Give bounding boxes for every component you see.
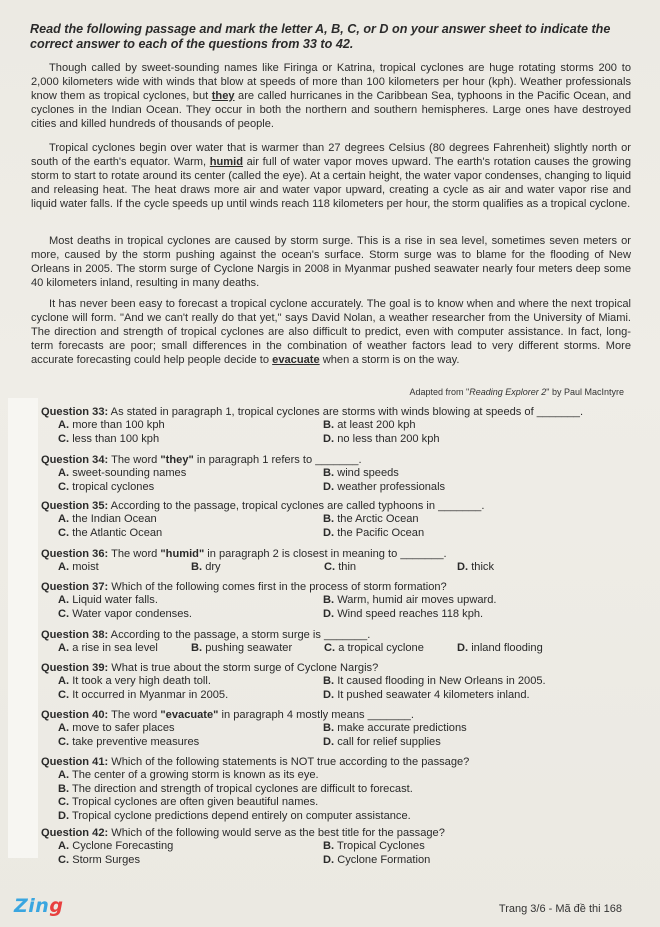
- answer-option-d[interactable]: [457, 642, 590, 655]
- p2-text-a: Tropical cyclones begin over water that is warmer than 27 degrees Celsius (80 degrees Fahrenheit) slightly north or south of the earth's equator. Warm,: [31, 142, 631, 168]
- option-text: It took a very high death toll.: [72, 675, 211, 688]
- option-letter: B.: [323, 675, 335, 688]
- answer-option-a[interactable]: [58, 642, 191, 655]
- answer-option-b[interactable]: [58, 783, 618, 796]
- option-letter: A.: [58, 840, 70, 853]
- question-text: in paragraph 2 is closest in meaning to _______.: [204, 548, 447, 560]
- question-33: [41, 406, 631, 446]
- option-text: thick: [471, 561, 494, 574]
- option-text: call for relief supplies: [337, 735, 441, 748]
- option-text: Storm Surges: [72, 853, 141, 866]
- answer-option-b[interactable]: [323, 722, 588, 735]
- question-34: [41, 454, 631, 494]
- option-text: It caused flooding in New Orleans in 2005.: [337, 675, 546, 688]
- question-stem: [41, 827, 631, 840]
- option-letter: C.: [324, 642, 336, 655]
- option-text: Wind speed reaches 118 kph.: [337, 607, 484, 620]
- option-letter: D.: [323, 526, 335, 539]
- question-text: in paragraph 1 refers to _______.: [193, 454, 362, 466]
- option-text: thin: [338, 561, 357, 574]
- option-letter: D.: [457, 561, 469, 574]
- zing-logo: [14, 895, 63, 917]
- option-text: Tropical Cyclones: [336, 840, 425, 853]
- logo-text-a: Zin: [14, 895, 50, 917]
- question-number: Question 36:: [41, 548, 109, 560]
- answer-option-c[interactable]: [324, 642, 457, 655]
- option-text: no less than 200 kph: [337, 432, 440, 445]
- question-text: As stated in paragraph 1, tropical cyclones are storms with winds blowing at speeds of _______.: [108, 406, 584, 418]
- option-text: the Arctic Ocean: [337, 513, 419, 526]
- option-letter: B.: [58, 782, 70, 795]
- quoted-word: "they": [160, 454, 194, 466]
- question-39: [41, 662, 631, 702]
- answer-option-c[interactable]: [58, 736, 323, 749]
- option-text: the Pacific Ocean: [337, 526, 425, 539]
- answer-option-d[interactable]: [323, 527, 588, 540]
- answer-option-b[interactable]: [191, 561, 324, 574]
- answer-option-a[interactable]: [58, 561, 191, 574]
- question-number: Question 35:: [41, 500, 109, 512]
- option-letter: B.: [323, 594, 335, 607]
- option-letter: D.: [323, 607, 335, 620]
- option-letter: A.: [58, 594, 70, 607]
- option-letter: D.: [323, 688, 335, 701]
- answer-option-a[interactable]: [58, 769, 618, 782]
- question-text: The word: [108, 709, 161, 721]
- answer-option-a[interactable]: [58, 419, 323, 432]
- option-letter: A.: [58, 642, 70, 655]
- answer-option-d[interactable]: [323, 689, 588, 702]
- answer-options: [58, 513, 631, 540]
- question-35: [41, 500, 631, 540]
- question-text: Which of the following would serve as the best title for the passage?: [108, 827, 445, 839]
- question-text: The word: [108, 548, 161, 560]
- answer-option-d[interactable]: [323, 481, 588, 494]
- option-text: the Indian Ocean: [72, 513, 157, 526]
- question-42: [41, 827, 631, 867]
- option-text: moist: [72, 561, 99, 574]
- option-text: a rise in sea level: [72, 642, 158, 655]
- option-text: tropical cyclones: [72, 480, 155, 493]
- option-text: move to safer places: [72, 722, 175, 735]
- answer-option-d[interactable]: [323, 608, 588, 621]
- source-citation: [409, 387, 624, 397]
- answer-option-c[interactable]: [58, 481, 323, 494]
- paragraph-4: [31, 298, 631, 368]
- answer-option-d[interactable]: [58, 810, 618, 823]
- question-stem: [41, 500, 631, 513]
- option-letter: D.: [323, 853, 335, 866]
- p2-text-b: air full of water vapor moves upward. The earth's rotation causes the growing storm to start to rotate around its center (called the eye). At a certain height, the water vapor condenses, changing to liquid and releasing heat. The heat draws more air and water vapor upward, creating a cycle as air and water vapor rise and liquid water falls. If the cycle speeds up until winds reach 118 kilometers per hour, the storm qualifies as a tropical cyclone.: [31, 155, 632, 210]
- question-text: Which of the following statements is NOT true according to the passage?: [108, 756, 470, 768]
- option-text: Liquid water falls.: [72, 594, 158, 607]
- answer-options: [58, 722, 631, 749]
- answer-option-c[interactable]: [58, 608, 323, 621]
- question-text: According to the passage, tropical cyclones are called typhoons in _______.: [108, 500, 485, 512]
- quoted-word: "evacuate": [160, 709, 219, 721]
- answer-option-b[interactable]: [323, 419, 588, 432]
- word-evacuate: evacuate: [272, 353, 320, 366]
- option-letter: B.: [191, 642, 203, 655]
- option-letter: C.: [58, 607, 70, 620]
- option-letter: C.: [58, 735, 70, 748]
- answer-option-b[interactable]: [323, 840, 588, 853]
- option-letter: A.: [58, 722, 70, 735]
- option-text: It occurred in Myanmar in 2005.: [72, 688, 229, 701]
- question-stem: [41, 756, 631, 769]
- answer-options: [58, 769, 631, 823]
- answer-option-c[interactable]: [58, 527, 323, 540]
- question-text: Which of the following comes first in the process of storm formation?: [108, 581, 447, 593]
- question-stem: [41, 662, 631, 675]
- option-letter: C.: [58, 688, 70, 701]
- answer-option-a[interactable]: [58, 840, 323, 853]
- answer-option-c[interactable]: [324, 561, 457, 574]
- instruction-heading: Read the following passage and mark the letter A, B, C, or D on your answer sheet to indicate the correct answer to each of the questions from 33 to 42.: [30, 22, 611, 51]
- question-38: [41, 629, 631, 656]
- option-letter: D.: [323, 480, 335, 493]
- option-text: Tropical cyclones are often given beautiful names.: [71, 796, 319, 809]
- option-text: dry: [205, 561, 221, 574]
- source-prefix: Adapted from ": [409, 387, 470, 397]
- option-letter: C.: [58, 853, 70, 866]
- answer-option-c[interactable]: [58, 854, 323, 867]
- paragraph-3: Most deaths in tropical cyclones are caused by storm surge. This is a rise in sea level, sometimes seven meters or more, caused by the storm pushing against the ocean's surface. Storm surge was to blame for the flooding of New Orleans in 2005. The storm surge of Cyclone Nargis in 2008 in Myanmar pushed seawater nearly four meters deep some 40 kilometers inland, resulting in many deaths.: [31, 235, 631, 289]
- option-letter: C.: [58, 796, 70, 809]
- answer-option-d[interactable]: [323, 433, 588, 446]
- option-letter: B.: [323, 513, 335, 526]
- option-letter: A.: [58, 769, 70, 782]
- option-letter: C.: [58, 480, 70, 493]
- option-letter: D.: [457, 642, 469, 655]
- answer-options: [58, 561, 631, 574]
- answer-option-c[interactable]: [58, 433, 323, 446]
- answer-option-c[interactable]: [58, 689, 323, 702]
- option-text: more than 100 kph: [72, 419, 165, 432]
- answer-option-b[interactable]: [323, 513, 588, 526]
- option-letter: D.: [323, 735, 335, 748]
- question-number: Question 34:: [41, 454, 109, 466]
- answer-option-a[interactable]: [58, 675, 323, 688]
- option-letter: B.: [323, 419, 335, 432]
- answer-option-b[interactable]: [323, 675, 588, 688]
- option-text: Tropical cyclone predictions depend entirely on computer assistance.: [71, 809, 411, 822]
- question-37: [41, 581, 631, 621]
- question-number: Question 40:: [41, 709, 109, 721]
- answer-options: [58, 467, 631, 494]
- option-text: less than 100 kph: [72, 432, 160, 445]
- word-humid: humid: [209, 155, 244, 168]
- option-text: inland flooding: [471, 642, 543, 655]
- source-title: Reading Explorer 2: [469, 387, 547, 397]
- question-number: Question 38:: [41, 629, 109, 641]
- question-stem: [41, 454, 631, 467]
- option-text: make accurate predictions: [337, 722, 467, 735]
- answer-options: [58, 675, 631, 702]
- question-text: According to the passage, a storm surge is _______.: [108, 629, 371, 641]
- source-suffix: " by Paul MacIntyre: [546, 387, 624, 397]
- question-40: [41, 709, 631, 749]
- option-letter: D.: [323, 432, 335, 445]
- answer-options: [58, 419, 631, 446]
- option-letter: C.: [324, 561, 336, 574]
- question-text: What is true about the storm surge of Cyclone Nargis?: [108, 662, 379, 674]
- option-text: Cyclone Forecasting: [72, 840, 174, 853]
- option-letter: D.: [58, 809, 70, 822]
- question-number: Question 37:: [41, 581, 109, 593]
- answer-options: [58, 594, 631, 621]
- answer-options: [58, 642, 631, 655]
- option-letter: A.: [58, 561, 70, 574]
- option-text: take preventive measures: [72, 735, 200, 748]
- option-letter: A.: [58, 419, 70, 432]
- option-text: weather professionals: [337, 480, 446, 493]
- option-letter: A.: [58, 467, 70, 480]
- answer-option-d[interactable]: [457, 561, 590, 574]
- quoted-word: "humid": [160, 548, 205, 560]
- option-text: It pushed seawater 4 kilometers inland.: [337, 688, 530, 701]
- question-text: in paragraph 4 mostly means _______.: [218, 709, 414, 721]
- question-text: The word: [108, 454, 161, 466]
- p1-text-a: Though called by sweet-sounding names like Firinga or Katrina, tropical cyclones are huge rotating storms 200 to 2,000 kilometers wide with winds that blow at speeds of more than 100 kilometers per hour (kph). Weather professionals know them as tropical cyclones, but: [31, 62, 631, 102]
- paragraph-2: [31, 142, 631, 212]
- question-stem: [41, 581, 631, 594]
- question-stem: [41, 709, 631, 722]
- question-number: Question 39:: [41, 662, 109, 674]
- option-letter: A.: [58, 513, 70, 526]
- answer-option-b[interactable]: [191, 642, 324, 655]
- answer-option-b[interactable]: [323, 467, 588, 480]
- question-stem: [41, 406, 631, 419]
- page-footer: Trang 3/6 - Mã đề thi 168: [498, 903, 622, 915]
- answer-option-a[interactable]: [58, 594, 323, 607]
- option-text: at least 200 kph: [337, 419, 416, 432]
- question-number: Question 33:: [41, 406, 109, 418]
- answer-option-a[interactable]: [58, 467, 323, 480]
- answer-option-a[interactable]: [58, 722, 323, 735]
- question-stem: [41, 548, 631, 561]
- option-text: the Atlantic Ocean: [72, 526, 163, 539]
- option-text: The direction and strength of tropical cyclones are difficult to forecast.: [71, 782, 413, 795]
- p4-text-b: when a storm is on the way.: [319, 353, 460, 366]
- answer-option-a[interactable]: [58, 513, 323, 526]
- option-letter: C.: [58, 432, 70, 445]
- option-letter: B.: [323, 722, 335, 735]
- option-letter: B.: [191, 561, 203, 574]
- option-letter: A.: [58, 675, 70, 688]
- paragraph-1: [31, 62, 631, 132]
- logo-text-b: g: [49, 895, 64, 917]
- answer-option-d[interactable]: [323, 736, 588, 749]
- word-they: they: [211, 89, 235, 102]
- option-letter: B.: [323, 467, 335, 480]
- option-text: pushing seawater: [205, 642, 293, 655]
- option-text: Water vapor condenses.: [72, 607, 193, 620]
- question-stem: [41, 629, 631, 642]
- option-text: sweet-sounding names: [72, 467, 187, 480]
- answer-options: [58, 840, 631, 867]
- question-41: [41, 756, 631, 823]
- p1-text-b: are called hurricanes in the Caribbean Sea, typhoons in the Pacific Ocean, and cyclones in the Indian Ocean. They occur in both the northern and southern hemispheres. Large ones have destroyed cities and killed hundreds of thousands of people.: [31, 89, 632, 130]
- question-36: [41, 548, 631, 575]
- option-text: Warm, humid air moves upward.: [337, 594, 497, 607]
- question-number: Question 41:: [41, 756, 109, 768]
- option-letter: C.: [58, 526, 70, 539]
- option-text: Cyclone Formation: [337, 853, 431, 866]
- scan-highlight: [8, 398, 38, 858]
- answer-option-b[interactable]: [323, 594, 588, 607]
- option-text: The center of a growing storm is known as its eye.: [71, 769, 319, 782]
- answer-option-d[interactable]: [323, 854, 588, 867]
- answer-option-c[interactable]: [58, 796, 618, 809]
- p4-text-a: It has never been easy to forecast a tropical cyclone accurately. The goal is to know when and where the next tropical cyclone will form. "And we can't really do that yet," says David Nolan, a weather researcher from the University of Miami. The direction and strength of tropical cyclones are also difficult to predict, even with computer assistance. In fact, long-term forecasts are poor; small differences in the combination of weather factors lead to very different storms. More accurate forecasting could help people decide to: [31, 298, 631, 366]
- option-text: wind speeds: [337, 467, 399, 480]
- option-text: a tropical cyclone: [338, 642, 424, 655]
- question-number: Question 42:: [41, 827, 109, 839]
- option-letter: B.: [323, 840, 335, 853]
